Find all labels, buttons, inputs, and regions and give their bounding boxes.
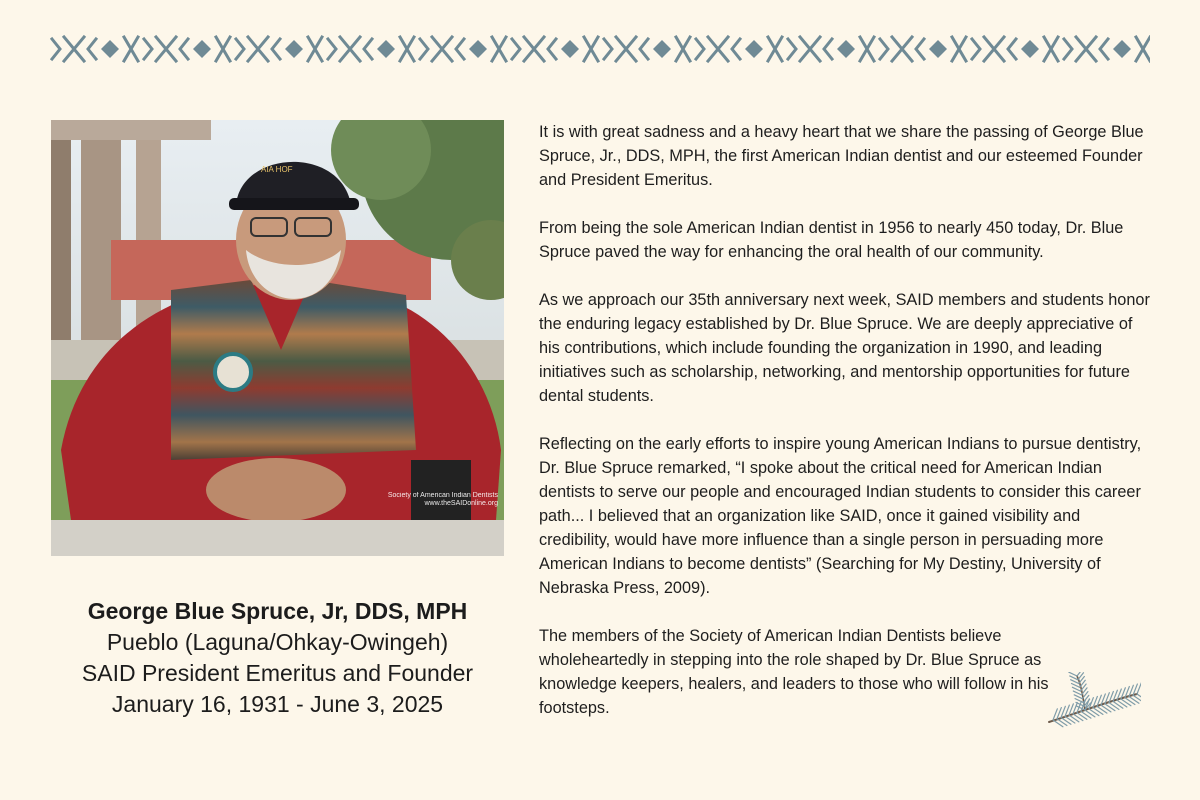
pine-needle <box>1117 700 1127 707</box>
border-stroke <box>308 37 322 61</box>
border-stroke <box>952 37 966 61</box>
border-stroke <box>492 37 506 61</box>
pine-needle <box>1093 708 1103 715</box>
pine-needle <box>1105 704 1115 711</box>
border-stroke <box>616 37 636 61</box>
border-stroke <box>124 37 138 61</box>
geometric-border <box>50 33 1150 65</box>
border-diamond <box>193 40 211 58</box>
pine-needle <box>1057 719 1067 726</box>
border-stroke <box>696 39 704 59</box>
pine-needle <box>1121 699 1131 706</box>
pine-needle <box>1109 703 1119 710</box>
border-stroke <box>640 39 648 59</box>
border-stroke <box>52 39 60 59</box>
pine-needle <box>1075 699 1083 703</box>
pine-needle <box>1101 705 1111 712</box>
pine-needle <box>1061 718 1071 725</box>
pine-needle <box>1074 695 1082 699</box>
border-stroke <box>604 39 612 59</box>
border-stroke <box>1100 39 1108 59</box>
border-diamond <box>377 40 395 58</box>
pine-needle <box>1077 713 1087 720</box>
border-stroke <box>180 39 188 59</box>
pine-needle <box>1073 714 1083 721</box>
border-stroke <box>880 39 888 59</box>
border-stroke <box>1076 37 1096 61</box>
memorial-caption <box>51 596 504 720</box>
paragraph-4: Reflecting on the early efforts to inspire young American Indians to pursue dentistry, Dr. Blue Spruce remarked, “I spoke about the critical need for American Indian dentists to serve our people and encouraged Indian students to consider this career path... I believed that an organization like SAID, once it gained visibility and credibility, would have more influence than a single person in persuading more American Indians to become dentists” (Searching for My Destiny, University of Nebraska Press, 2009). <box>539 435 1142 597</box>
pine-needle <box>1073 691 1081 695</box>
memorial-text <box>539 120 1154 744</box>
paragraph-5: The members of the Society of American Indian Dentists believe wholeheartedly in stepping into the role shaped by Dr. Blue Spruce as knowledge keepers, healers, and leaders to those who will follow in his footsteps. <box>539 627 1049 717</box>
border-stroke <box>512 39 520 59</box>
person-title: SAID President Emeritus and Founder <box>81 660 474 686</box>
pine-needle <box>1085 710 1095 717</box>
border-stroke <box>64 37 84 61</box>
border-stroke <box>156 37 176 61</box>
border-stroke <box>892 37 912 61</box>
pine-needle <box>1129 696 1139 703</box>
border-stroke <box>340 37 360 61</box>
pine-needle <box>1097 706 1107 713</box>
pine-needle <box>1125 698 1135 705</box>
pine-needle <box>1065 716 1075 723</box>
border-diamond <box>561 40 579 58</box>
pine-needle <box>1089 709 1099 716</box>
border-stroke <box>584 37 598 61</box>
pine-needle <box>1072 684 1080 688</box>
border-stroke <box>676 37 690 61</box>
border-diamond <box>653 40 671 58</box>
pine-needle <box>1053 720 1063 727</box>
pine-needle <box>1081 711 1091 718</box>
border-stroke <box>972 39 980 59</box>
border-diamond <box>837 40 855 58</box>
person-dates: January 16, 1931 - June 3, 2025 <box>111 691 444 717</box>
pine-needle <box>1071 680 1079 684</box>
paragraph-3: As we approach our 35th anniversary next week, SAID members and students honor the enduring legacy established by Dr. Blue Spruce. We are deeply appreciative of his contributions, which include founding the organization in 1990, and leading initiatives such as scholarship, networking, and mentorship opportunities for future dental students. <box>539 291 1150 405</box>
border-diamond <box>101 40 119 58</box>
border-stroke <box>88 39 96 59</box>
border-diamond <box>1021 40 1039 58</box>
border-stroke <box>824 39 832 59</box>
border-stroke <box>328 39 336 59</box>
border-stroke <box>236 39 244 59</box>
border-stroke <box>248 37 268 61</box>
border-stroke <box>1064 39 1072 59</box>
paragraph-2: From being the sole American Indian dentist in 1956 to nearly 450 today, Dr. Blue Spruce paved the way for enhancing the oral health of our community. <box>539 219 1124 261</box>
paragraph-1: It is with great sadness and a heavy heart that we share the passing of George Blue Spruce, Jr., DDS, MPH, the first American Indian dentist and our esteemed Founder and President Emeritus. <box>539 123 1144 189</box>
border-stroke <box>800 37 820 61</box>
border-stroke <box>144 39 152 59</box>
border-diamond <box>929 40 947 58</box>
cap-text: AIA HOF <box>261 165 293 174</box>
border-stroke <box>216 37 230 61</box>
border-stroke <box>1136 37 1150 61</box>
border-stroke <box>1008 39 1016 59</box>
border-stroke <box>548 39 556 59</box>
border-stroke <box>708 37 728 61</box>
border-stroke <box>1044 37 1058 61</box>
border-stroke <box>456 39 464 59</box>
border-stroke <box>400 37 414 61</box>
pine-needle <box>1072 687 1080 691</box>
border-stroke <box>916 39 924 59</box>
border-stroke <box>984 37 1004 61</box>
pine-branch-icon <box>1045 672 1141 744</box>
photo-watermark: Society of American Indian Dentists www.theSAIDonline.org <box>387 492 498 507</box>
pine-needle <box>1069 672 1077 676</box>
border-stroke <box>432 37 452 61</box>
pine-needle <box>1113 701 1123 708</box>
border-stroke <box>732 39 740 59</box>
border-stroke <box>524 37 544 61</box>
portrait-photo <box>51 120 504 556</box>
person-tribe: Pueblo (Laguna/Ohkay-Owingeh) <box>106 629 449 655</box>
border-stroke <box>420 39 428 59</box>
pine-needle <box>1069 715 1079 722</box>
border-stroke <box>860 37 874 61</box>
border-diamond <box>469 40 487 58</box>
border-stroke <box>272 39 280 59</box>
border-stroke <box>364 39 372 59</box>
person-name: George Blue Spruce, Jr, DDS, MPH <box>87 598 468 624</box>
border-diamond <box>285 40 303 58</box>
border-stroke <box>788 39 796 59</box>
border-diamond <box>1113 40 1131 58</box>
border-stroke <box>768 37 782 61</box>
border-diamond <box>745 40 763 58</box>
